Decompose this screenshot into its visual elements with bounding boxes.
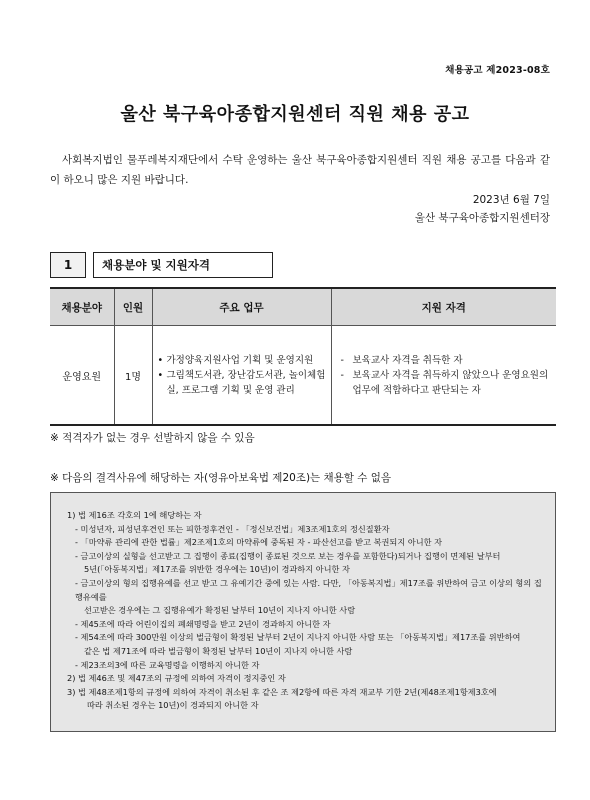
page-title: 울산 북구육아종합지원센터 직원 채용 공고 (120, 104, 470, 125)
list-item: - 금고이상의 실형을 선고받고 그 집행이 종료(집행이 종료된 것으로 보는 경우를 포함한다)되거나 집행이 면제된 날부터 (75, 550, 501, 561)
header-duties: 주요 업무 (152, 288, 331, 326)
cell-duties (152, 326, 331, 426)
list-item: - 금고이상의 형의 집행유예를 선고 받고 그 유예기간 중에 있는 사람. 다만, 「아동복지법」제17조를 위반하여 금고 이상의 형의 집행유예를 (75, 577, 542, 602)
doc-number: 채용공고 제2023-08호 (445, 65, 550, 76)
intro-paragraph: 사회복지법인 물푸레복지재단에서 수탁 운영하는 울산 북구육아종합지원센터 직원 채용 공고를 다음과 같이 하오니 많은 지원 바랍니다. (50, 154, 550, 186)
list-item: - 미성년자, 피성년후견인 또는 피한정후견인 - 「정신보건법」제3조제1호의 정신질환자 (75, 523, 390, 534)
cell-field: 운영요원 (50, 326, 114, 426)
list-item: - 제54조에 따라 300만원 이상의 벌금형이 확정된 날부터 2년이 지나지 아니한 사람 또는 「아동복지법」제17조를 위반하여 (75, 632, 521, 643)
header-qualifications: 지원 자격 (331, 288, 556, 326)
duty-item: • 그림책도서관, 장난감도서관, 놀이체험실, 프로그램 기획 및 운영 관리 (158, 368, 326, 398)
qualification-item: - 보육교사 자격을 취득하지 않았으나 운영요원의 업무에 적합하다고 판단되는 자 (339, 368, 550, 398)
list-item: 따라 취소된 경우는 10년)이 경과되지 아니한 자 (87, 700, 259, 711)
recruitment-table (50, 287, 556, 426)
cell-qualifications (331, 326, 556, 426)
section-header (50, 252, 273, 278)
list-item: 같은 법 제71조에 따라 벌금형이 확정된 날부터 10년이 지나지 아니한 사람 (84, 645, 353, 656)
section-number: 1 (50, 252, 86, 278)
header-count: 인원 (114, 288, 152, 326)
qualification-item: - 보육교사 자격을 취득한 자 (339, 353, 550, 368)
announcement-date: 2023년 6월 7일 (472, 194, 550, 206)
header-field: 채용분야 (50, 288, 114, 326)
note-no-qualified: ※ 적격자가 없는 경우 선발하지 않을 수 있음 (50, 432, 255, 444)
list-item: 선고받은 경우에는 그 집행유예가 확정된 날부터 10년이 지나지 아니한 사람 (84, 605, 356, 616)
note-disqualification: ※ 다음의 결격사유에 해당하는 자(영유아보육법 제20조)는 채용할 수 없음 (50, 472, 392, 484)
list-item: - 제45조에 따라 어린이집의 폐쇄명령을 받고 2년이 경과하지 아니한 자 (75, 618, 331, 629)
table-header-row (50, 288, 556, 326)
disqualification-box (50, 492, 556, 732)
list-item: 5년(「아동복지법」제17조를 위반한 경우에는 10년)이 경과하지 아니한 자 (84, 564, 350, 575)
list-item: 2) 법 제46조 및 제47조의 규정에 의하여 자격이 정지중인 자 (67, 673, 286, 684)
issuer-name: 울산 북구육아종합지원센터장 (414, 212, 550, 224)
cell-count: 1명 (114, 326, 152, 426)
table-row (50, 326, 556, 426)
list-item: 1) 법 제16조 각호의 1에 해당하는 자 (67, 510, 202, 520)
list-item: - 제23조의3에 따른 교육명령을 이행하지 아니한 자 (75, 659, 260, 670)
list-item: 3) 법 제48조제1항의 규정에 의하여 자격이 취소된 후 같은 조 제2항에 따른 자격 재교부 기한 2년(제48조제1항제3호에 (67, 686, 497, 697)
list-item: - 「마약류 관리에 관한 법률」제2조제1호의 마약류에 중독된 자 - 파산선고를 받고 복권되지 아니한 자 (75, 537, 443, 548)
section-title: 채용분야 및 지원자격 (93, 252, 273, 278)
duty-item: • 가정양육지원사업 기획 및 운영지원 (158, 353, 326, 368)
